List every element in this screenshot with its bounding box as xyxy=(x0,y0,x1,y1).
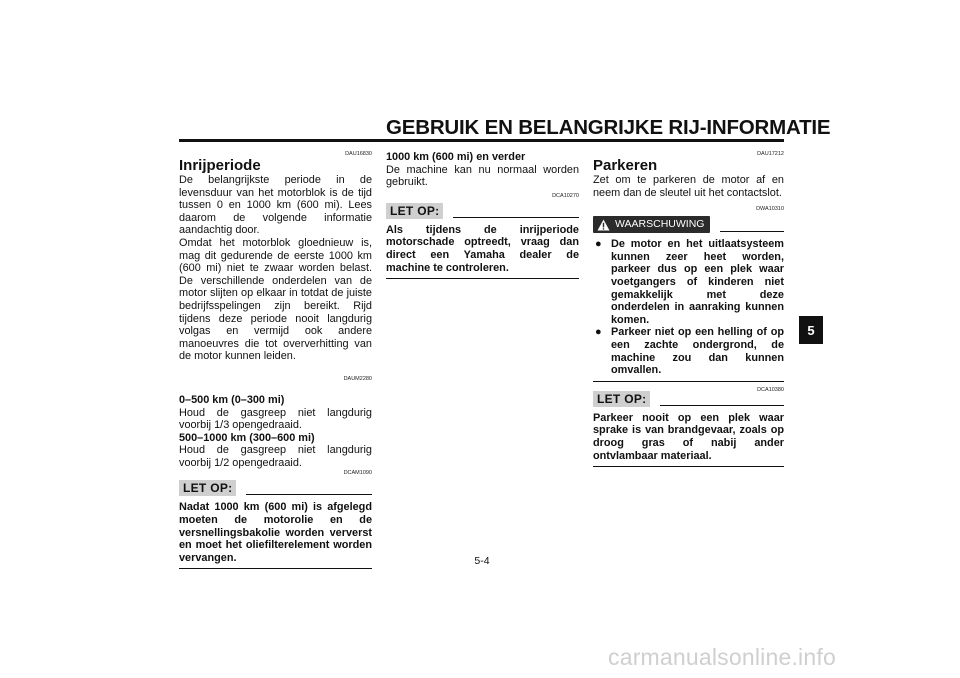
warning-header xyxy=(593,215,784,233)
paragraph: De belangrijkste periode in de levensduur van het motorblok is de tijd tussen 0 en 1000 km (600 mi). Lees daarom de volgende informatie aandachtig door. xyxy=(179,174,372,237)
reference-code: DCA10380 xyxy=(757,386,784,393)
bullet-icon: ● xyxy=(595,238,602,251)
page-number: 5-4 xyxy=(474,555,490,567)
paragraph: Zet om te parkeren de motor af en neem dan de sleutel uit het contactslot. xyxy=(593,174,784,199)
reference-code: DCA10270 xyxy=(552,192,579,199)
reference-code: DAU17212 xyxy=(757,151,784,157)
paragraph: De machine kan nu normaal worden gebruikt. xyxy=(386,163,579,189)
notice-rule xyxy=(246,494,372,495)
section-title-parkeren: Parkeren xyxy=(593,157,658,174)
notice-label: LET OP: xyxy=(593,391,650,407)
warning-label-text: WAARSCHUWING xyxy=(615,218,705,231)
notice-label: LET OP: xyxy=(179,480,236,496)
notice-text: Parkeer nooit op een plek waar sprake is van brandgevaar, zoals op droog gras of nabij ander ontvlambaar materiaal. xyxy=(593,411,784,462)
paragraph: Omdat het motorblok gloednieuw is, mag dit gedurende de eerste 1000 km (600 mi) niet te zwaar worden belast. De verschillende onderdelen van de motor slijten op elkaar in totdat de juiste bedrijfsspelingen zijn bereikt. Rijd tijdens deze periode nooit langdurig volgas en vermijd ook andere manoeuvres die tot oververhitting van de motor kunnen leiden. xyxy=(179,236,372,363)
paragraph: Houd de gasgreep niet langdurig voorbij 1/2 opengedraaid. xyxy=(179,444,372,469)
warning-list-item xyxy=(593,326,784,376)
column-1 xyxy=(179,151,372,569)
warning-bottom-rule xyxy=(593,381,784,382)
notice-rule xyxy=(453,217,579,218)
notice-header xyxy=(593,390,784,407)
reference-code: DWA10310 xyxy=(756,206,784,213)
notice-bottom-rule xyxy=(593,466,784,467)
chapter-tab: 5 xyxy=(799,316,823,344)
watermark: carmanualsonline.info xyxy=(608,644,836,670)
warning-item-text: De motor en het uitlaatsysteem kunnen zeer heet worden, parkeer dus op een plek waar voetgangers of kinderen niet gemakkelijk met deze onderdelen in aanraking kunnen komen. xyxy=(611,238,784,326)
bullet-icon: ● xyxy=(595,326,602,339)
notice-bottom-rule xyxy=(386,278,579,279)
warning-item-text: Parkeer niet op een helling of op een zachte ondergrond, de machine zou dan kunnen omvallen. xyxy=(611,326,784,377)
notice-text: Als tijdens de inrijperiode motorschade optreedt, vraag dan direct een Yamaha dealer de machine te controleren. xyxy=(386,223,579,274)
warning-list xyxy=(593,238,784,377)
header-rule xyxy=(179,139,784,142)
notice-header xyxy=(179,479,372,496)
column-2 xyxy=(386,151,579,279)
reference-code: DCAM1090 xyxy=(343,470,372,477)
notice-text: Nadat 1000 km (600 mi) is afgelegd moeten de motorolie en de versnellingsbakolie worden ververst en moet het oliefilterelement worden vervangen. xyxy=(179,501,372,564)
notice-label: LET OP: xyxy=(386,203,443,219)
reference-code: DAUM2280 xyxy=(343,375,372,382)
subheading: 500–1000 km (300–600 mi) xyxy=(179,431,315,444)
warning-label xyxy=(593,216,710,233)
subheading: 1000 km (600 mi) en verder xyxy=(386,151,526,163)
notice-header xyxy=(386,202,579,219)
reference-code: DAU16830 xyxy=(345,151,372,157)
column-3 xyxy=(593,151,784,467)
page-header-title: GEBRUIK EN BELANGRIJKE RIJ-INFORMATIE xyxy=(386,116,831,139)
section-title-inrijperiode: Inrijperiode xyxy=(179,157,261,174)
warning-icon xyxy=(597,219,610,231)
warning-rule xyxy=(720,231,784,232)
subheading: 0–500 km (0–300 mi) xyxy=(179,393,285,406)
notice-bottom-rule xyxy=(179,568,372,569)
warning-list-item xyxy=(593,238,784,326)
notice-rule xyxy=(660,405,784,406)
paragraph: Houd de gasgreep niet langdurig voorbij 1/3 opengedraaid. xyxy=(179,406,372,432)
